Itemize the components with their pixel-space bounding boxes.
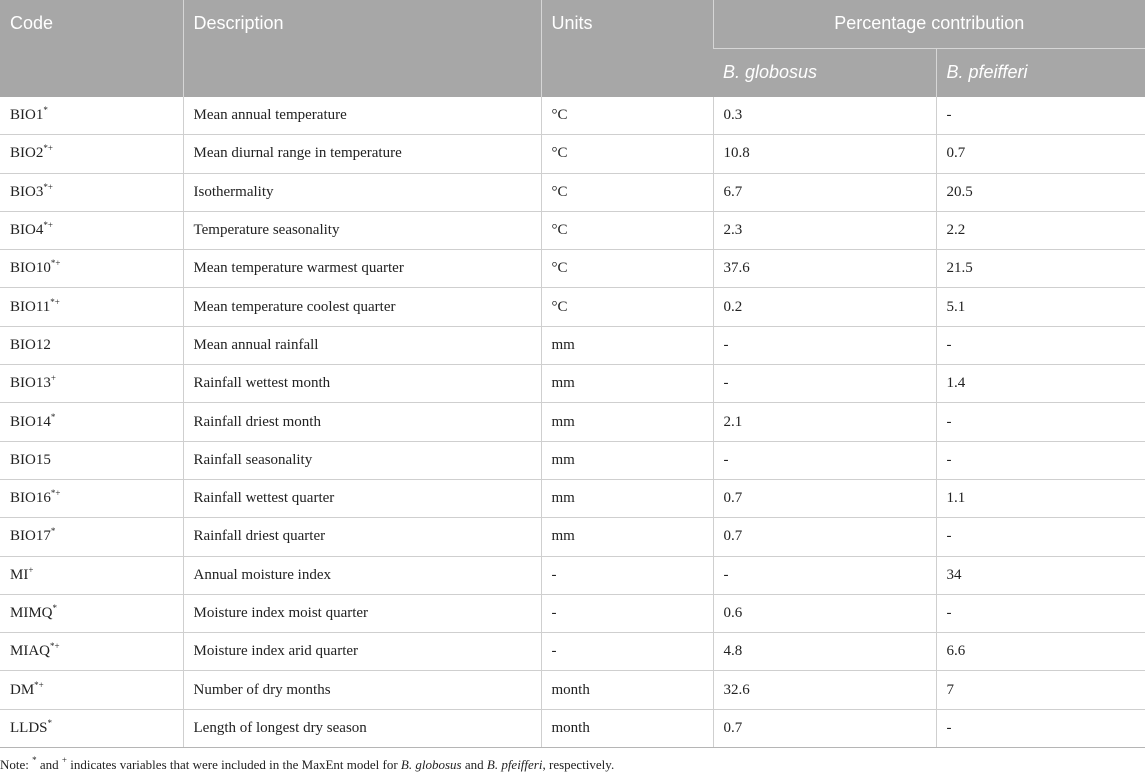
cell-code (0, 211, 183, 249)
table-row (0, 365, 1145, 403)
cell-pfeifferi: - (936, 441, 1145, 479)
code-text: DM (10, 681, 35, 698)
table-row (0, 288, 1145, 326)
cell-pfeifferi: - (936, 403, 1145, 441)
cell-code (0, 441, 183, 479)
code-text: BIO1 (10, 106, 44, 123)
cell-units: °C (541, 97, 713, 135)
cell-globosus: 2.3 (713, 211, 936, 249)
cell-globosus: 0.2 (713, 288, 936, 326)
cell-code (0, 518, 183, 556)
header-species-globosus: B. globosus (713, 48, 936, 97)
cell-units: °C (541, 135, 713, 173)
cell-code (0, 633, 183, 671)
cell-pfeifferi: - (936, 594, 1145, 632)
cell-code (0, 288, 183, 326)
cell-globosus: 6.7 (713, 173, 936, 211)
cell-units: °C (541, 173, 713, 211)
cell-units: mm (541, 326, 713, 364)
cell-description: Rainfall driest month (183, 403, 541, 441)
cell-description: Mean diurnal range in temperature (183, 135, 541, 173)
cell-description: Mean temperature warmest quarter (183, 250, 541, 288)
table-row (0, 173, 1145, 211)
table-row (0, 97, 1145, 135)
note-suffix: , respectively. (542, 757, 615, 772)
table-row (0, 135, 1145, 173)
note-species-pfeifferi: B. pfeifferi (486, 757, 543, 772)
cell-units: month (541, 709, 713, 747)
cell-globosus: 4.8 (713, 633, 936, 671)
cell-globosus: - (713, 365, 936, 403)
note-star-symbol: * (32, 755, 37, 765)
cell-units: - (541, 556, 713, 594)
cell-pfeifferi: - (936, 97, 1145, 135)
code-superscript: * (52, 603, 58, 613)
code-text: BIO11 (10, 298, 51, 315)
note-and: and (36, 757, 62, 772)
cell-description: Isothermality (183, 173, 541, 211)
cell-globosus: 0.7 (713, 518, 936, 556)
cell-globosus: 10.8 (713, 135, 936, 173)
code-text: BIO12 (10, 336, 51, 353)
header-description: Description (183, 0, 541, 97)
cell-units: mm (541, 365, 713, 403)
code-superscript: *+ (50, 258, 61, 269)
cell-pfeifferi: 5.1 (936, 288, 1145, 326)
code-superscript: * (50, 411, 56, 422)
cell-units: - (541, 594, 713, 632)
cell-units: mm (541, 403, 713, 441)
cell-code (0, 365, 183, 403)
header-code: Code (0, 0, 183, 97)
cell-description: Number of dry months (183, 671, 541, 709)
code-text: BIO2 (10, 145, 44, 162)
code-superscript: * (50, 526, 56, 537)
cell-description: Mean temperature coolest quarter (183, 288, 541, 326)
code-text: MIMQ (10, 605, 53, 621)
table-row (0, 250, 1145, 288)
cell-description: Mean annual temperature (183, 97, 541, 135)
note-and-2: and (461, 757, 487, 772)
cell-code (0, 671, 183, 709)
cell-code (0, 173, 183, 211)
code-superscript: + (28, 564, 34, 575)
cell-globosus: 32.6 (713, 671, 936, 709)
cell-pfeifferi: - (936, 326, 1145, 364)
header-species-pfeifferi: B. pfeifferi (936, 48, 1145, 97)
code-text: MIAQ (10, 643, 50, 660)
cell-units: °C (541, 250, 713, 288)
code-superscript: * (47, 717, 52, 728)
code-text: BIO14 (10, 413, 51, 430)
code-superscript: + (50, 373, 56, 384)
code-text: LLDS (10, 719, 48, 736)
cell-globosus: 0.7 (713, 709, 936, 747)
cell-globosus: - (713, 556, 936, 594)
code-text: BIO17 (10, 528, 51, 545)
cell-code (0, 709, 183, 747)
table-row (0, 403, 1145, 441)
cell-code (0, 326, 183, 364)
code-superscript: *+ (50, 296, 60, 307)
cell-globosus: 0.6 (713, 594, 936, 632)
note-species-globosus: B. globosus (400, 757, 462, 772)
cell-pfeifferi: 7 (936, 671, 1145, 709)
cell-globosus: 37.6 (713, 250, 936, 288)
table-note (0, 757, 614, 773)
note-prefix: Note: (0, 757, 33, 772)
code-superscript: *+ (50, 488, 61, 499)
table-row (0, 709, 1145, 747)
code-superscript: *+ (43, 143, 53, 154)
cell-code (0, 250, 183, 288)
table-row (0, 633, 1145, 671)
cell-pfeifferi: 0.7 (936, 135, 1145, 173)
cell-pfeifferi: - (936, 518, 1145, 556)
cell-units: - (541, 633, 713, 671)
code-text: BIO13 (10, 375, 51, 392)
header-units: Units (541, 0, 713, 97)
code-text: BIO16 (10, 490, 51, 507)
cell-pfeifferi: 1.4 (936, 365, 1145, 403)
cell-units: °C (541, 288, 713, 326)
code-superscript: *+ (43, 220, 53, 231)
cell-pfeifferi: 2.2 (936, 211, 1145, 249)
code-text: BIO3 (10, 183, 44, 200)
cell-units: mm (541, 479, 713, 517)
cell-code (0, 556, 183, 594)
cell-code (0, 97, 183, 135)
cell-description: Rainfall driest quarter (183, 518, 541, 556)
cell-pfeifferi: 1.1 (936, 479, 1145, 517)
table-row (0, 594, 1145, 632)
cell-description: Temperature seasonality (183, 211, 541, 249)
table-header (0, 0, 1145, 97)
cell-pfeifferi: - (936, 709, 1145, 747)
cell-description: Mean annual rainfall (183, 326, 541, 364)
cell-code (0, 135, 183, 173)
table-row (0, 518, 1145, 556)
code-superscript: *+ (34, 679, 44, 690)
cell-globosus: 0.3 (713, 97, 936, 135)
cell-code (0, 479, 183, 517)
table-row (0, 326, 1145, 364)
cell-globosus: - (713, 326, 936, 364)
cell-pfeifferi: 21.5 (936, 250, 1145, 288)
cell-units: month (541, 671, 713, 709)
code-superscript: *+ (43, 181, 53, 192)
cell-description: Annual moisture index (183, 556, 541, 594)
table-row (0, 671, 1145, 709)
code-superscript: *+ (50, 641, 60, 652)
code-superscript: * (43, 104, 48, 115)
code-text: BIO15 (10, 451, 51, 468)
header-percentage-contribution: Percentage contribution (713, 0, 1145, 48)
cell-units: mm (541, 518, 713, 556)
cell-description: Rainfall wettest quarter (183, 479, 541, 517)
cell-code (0, 403, 183, 441)
cell-code (0, 594, 183, 632)
table-row (0, 556, 1145, 594)
table-row (0, 441, 1145, 479)
cell-description: Rainfall wettest month (183, 365, 541, 403)
code-text: BIO4 (10, 222, 44, 239)
cell-globosus: 2.1 (713, 403, 936, 441)
code-text: MI (10, 566, 29, 583)
table-body (0, 97, 1145, 748)
cell-description: Length of longest dry season (183, 709, 541, 747)
cell-units: mm (541, 441, 713, 479)
table-row (0, 211, 1145, 249)
cell-pfeifferi: 34 (936, 556, 1145, 594)
cell-globosus: - (713, 441, 936, 479)
table-row (0, 479, 1145, 517)
code-text: BIO10 (10, 260, 51, 277)
note-plus-symbol: + (61, 755, 67, 765)
cell-description: Moisture index moist quarter (183, 594, 541, 632)
cell-pfeifferi: 6.6 (936, 633, 1145, 671)
cell-pfeifferi: 20.5 (936, 173, 1145, 211)
cell-description: Moisture index arid quarter (183, 633, 541, 671)
note-middle: indicates variables that were included in the MaxEnt model for (67, 757, 401, 772)
cell-units: °C (541, 211, 713, 249)
cell-globosus: 0.7 (713, 479, 936, 517)
cell-description: Rainfall seasonality (183, 441, 541, 479)
